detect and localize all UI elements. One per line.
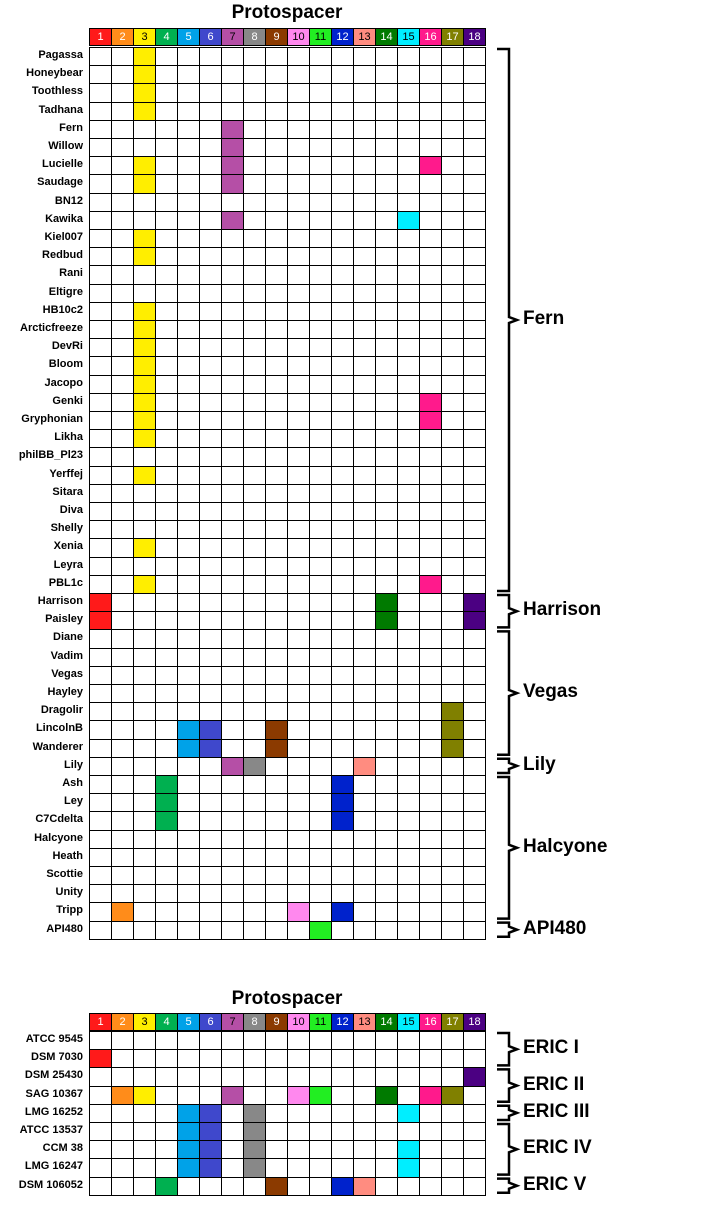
top-column-header-12: 12 — [331, 28, 354, 46]
bottom-group-label: ERIC V — [523, 1173, 587, 1195]
bottom-column-header-9: 9 — [265, 1013, 288, 1031]
top-column-header-4: 4 — [155, 28, 178, 46]
top-row-label: Gryphonian — [21, 413, 83, 425]
top-row-label: API480 — [46, 922, 83, 935]
top-column-header-15: 15 — [397, 28, 420, 46]
top-row-label: Fern — [59, 121, 83, 134]
top-row-label: Willow — [48, 140, 83, 152]
top-row-label: Rani — [59, 267, 83, 280]
bottom-group-label: ERIC II — [523, 1073, 585, 1095]
bottom-row-label: DSM 25430 — [24, 1069, 83, 1082]
bottom-column-header-14: 14 — [375, 1013, 398, 1031]
top-row-label: Toothless — [31, 85, 83, 98]
bottom-column-header-6: 6 — [199, 1013, 222, 1031]
top-row-label: Sitara — [52, 485, 83, 498]
bottom-column-header-17: 17 — [441, 1013, 464, 1031]
top-column-header-5: 5 — [177, 28, 200, 46]
bottom-column-header-10: 10 — [287, 1013, 310, 1031]
top-row-label: Harrison — [37, 595, 83, 607]
top-row-label: Xenia — [53, 540, 83, 553]
top-row-label: PBL1c — [48, 576, 83, 589]
top-row-label: Ash — [62, 777, 83, 789]
top-row-label: Pagassa — [38, 49, 83, 61]
top-column-header-1: 1 — [89, 28, 112, 46]
bottom-column-header-11: 11 — [309, 1013, 332, 1031]
top-column-header-3: 3 — [133, 28, 156, 46]
top-row-label: Kawika — [45, 212, 83, 225]
top-row-label: Wanderer — [32, 740, 83, 753]
bottom-group-bracket — [497, 1033, 517, 1065]
top-row-label: Lily — [64, 758, 83, 771]
top-row-label: Dragolir — [40, 704, 83, 717]
top-group-label: Vegas — [523, 681, 578, 703]
bottom-group-bracket — [497, 1179, 517, 1193]
top-row-label: LincolnB — [35, 722, 83, 735]
bottom-column-header-5: 5 — [177, 1013, 200, 1031]
top-title: Protospacer — [231, 2, 343, 23]
bottom-title: Protospacer — [231, 988, 343, 1009]
top-column-header-17: 17 — [441, 28, 464, 46]
bottom-column-header-1: 1 — [89, 1013, 112, 1031]
top-row-label: Diva — [59, 504, 83, 516]
top-row-label: philBB_Pl23 — [18, 449, 83, 462]
bottom-group-bracket — [497, 1069, 517, 1101]
bottom-column-header-12: 12 — [331, 1013, 354, 1031]
bottom-row-label: CCM 38 — [42, 1142, 83, 1155]
top-column-header-10: 10 — [287, 28, 310, 46]
top-row-label: Vadim — [50, 649, 83, 662]
bottom-row-label: ATCC 9545 — [25, 1033, 83, 1045]
bottom-group-label: ERIC I — [523, 1037, 579, 1059]
top-row-label: HB10c2 — [42, 303, 83, 316]
top-column-header-14: 14 — [375, 28, 398, 46]
top-row-label: Paisley — [45, 613, 83, 626]
bottom-group-label: ERIC III — [523, 1100, 590, 1122]
top-column-header-8: 8 — [243, 28, 266, 46]
top-row-label: DevRi — [51, 340, 83, 353]
top-column-header-2: 2 — [111, 28, 134, 46]
bottom-row-label: SAG 10367 — [25, 1087, 83, 1100]
bottom-row-label: ATCC 13537 — [19, 1124, 83, 1136]
top-row-label: Heath — [52, 849, 83, 862]
bottom-column-header-13: 13 — [353, 1013, 376, 1031]
top-row-label: C7Cdelta — [35, 813, 83, 826]
top-row-label: Genki — [52, 394, 83, 407]
top-row-label: Ley — [64, 795, 83, 808]
top-row-label: Bloom — [48, 358, 83, 371]
bottom-column-header-3: 3 — [133, 1013, 156, 1031]
bottom-row-label: LMG 16252 — [24, 1105, 83, 1118]
bottom-row-label: DSM 106052 — [18, 1178, 83, 1191]
top-row-label: Saudage — [37, 176, 83, 189]
top-group-label: Harrison — [523, 599, 602, 621]
top-row-label: Shelly — [50, 522, 83, 535]
top-group-label: Halcyone — [523, 835, 608, 857]
top-row-label: Kiel007 — [44, 231, 83, 243]
bottom-column-header-8: 8 — [243, 1013, 266, 1031]
bottom-column-header-7: 7 — [221, 1013, 244, 1031]
top-row-label: Halcyone — [34, 831, 83, 844]
bottom-column-header-15: 15 — [397, 1013, 420, 1031]
top-column-header-18: 18 — [463, 28, 486, 46]
top-row-label: Likha — [54, 431, 83, 444]
bottom-column-header-16: 16 — [419, 1013, 442, 1031]
top-column-header-16: 16 — [419, 28, 442, 46]
top-row-label: Honeybear — [26, 67, 83, 80]
bottom-column-header-4: 4 — [155, 1013, 178, 1031]
top-row-label: Hayley — [47, 686, 83, 698]
top-row-label: Arcticfreeze — [20, 322, 83, 334]
top-group-label: Fern — [523, 308, 565, 329]
top-row-label: Diane — [53, 631, 83, 644]
top-column-header-7: 7 — [221, 28, 244, 46]
top-row-label: Vegas — [51, 667, 83, 680]
top-row-label: Jacopo — [44, 376, 83, 389]
top-column-header-9: 9 — [265, 28, 288, 46]
bottom-row-label: DSM 7030 — [31, 1051, 83, 1064]
top-row-label: Leyra — [53, 558, 83, 571]
top-row-label: Yerffej — [49, 467, 83, 480]
top-column-header-6: 6 — [199, 28, 222, 46]
top-group-label: Lily — [523, 753, 556, 775]
top-row-label: Tadhana — [38, 103, 83, 116]
bottom-column-header-18: 18 — [463, 1013, 486, 1031]
bottom-group-label: ERIC IV — [523, 1137, 592, 1159]
top-row-label: Scottie — [46, 868, 83, 880]
top-column-header-13: 13 — [353, 28, 376, 46]
top-row-label: BN12 — [54, 194, 83, 207]
top-row-label: Redbud — [42, 249, 83, 262]
top-row-label: Tripp — [56, 904, 83, 917]
bottom-group-bracket — [497, 1106, 517, 1120]
top-group-label: API480 — [523, 917, 587, 939]
top-column-header-11: 11 — [309, 28, 332, 46]
top-row-label: Eltigre — [48, 285, 83, 298]
bottom-column-header-2: 2 — [111, 1013, 134, 1031]
bottom-group-bracket — [497, 1124, 517, 1175]
bottom-row-label: LMG 16247 — [24, 1160, 83, 1173]
top-row-label: Unity — [55, 886, 83, 899]
top-row-label: Lucielle — [42, 158, 83, 171]
